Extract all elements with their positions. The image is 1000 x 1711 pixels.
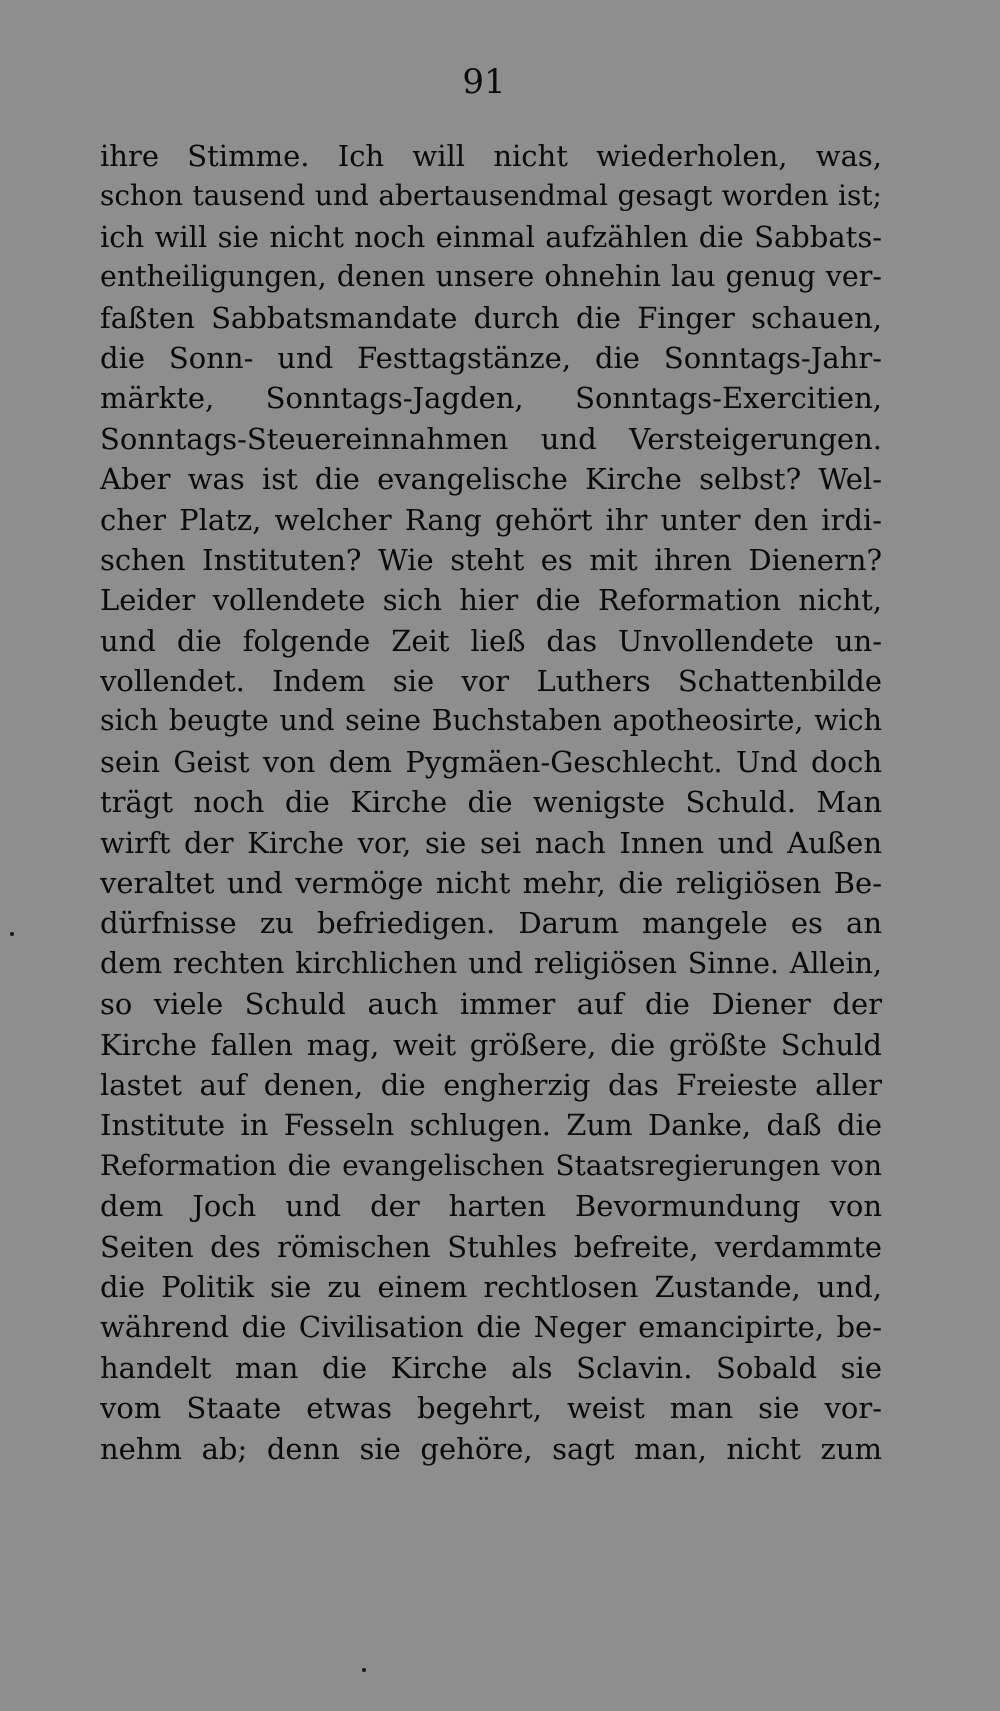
text-line: ich will sie nicht noch einmal aufzählen die Sabbats- <box>100 219 882 254</box>
text-line: vom Staate etwas begehrt, weist man sie vor- <box>100 1391 882 1426</box>
text-line: schon tausend und abertausendmal gesagt worden ist; <box>100 179 882 213</box>
text-line: dem Joch und der harten Bevormundung von <box>100 1189 882 1224</box>
text-line: märkte, Sonntags-Jagden, Sonntags-Exercitien, <box>100 381 882 416</box>
scan-speck <box>362 1668 366 1672</box>
text-line: und die folgende Zeit ließ das Unvollendete un- <box>100 623 882 658</box>
text-line: cher Platz, welcher Rang gehört ihr unter den irdi- <box>100 502 882 537</box>
text-line: Aber was ist die evangelische Kirche selbst? Wel- <box>100 462 882 497</box>
text-line: sich beugte und seine Buchstaben apotheosirte, wich <box>100 704 882 738</box>
text-line: Institute in Fesseln schlugen. Zum Danke, daß die <box>100 1108 882 1143</box>
text-line: so viele Schuld auch immer auf die Diener der <box>100 987 882 1022</box>
text-line: schen Instituten? Wie steht es mit ihren Dienern? <box>100 542 882 577</box>
text-line: handelt man die Kirche als Sclavin. Sobald sie <box>100 1350 882 1385</box>
text-line: entheiligungen, denen unsere ohnehin lau genug ver- <box>100 260 882 294</box>
text-line: Reformation die evangelischen Staatsregierungen von <box>100 1148 882 1182</box>
text-line: trägt noch die Kirche die wenigste Schuld. Man <box>100 785 882 820</box>
scan-speck <box>10 932 14 936</box>
text-line: faßten Sabbatsmandate durch die Finger schauen, <box>100 300 882 335</box>
text-line: Sonntags-Steuereinnahmen und Versteigerungen. <box>100 421 882 456</box>
text-line: die Politik sie zu einem rechtlosen Zustande, und, <box>100 1269 882 1304</box>
text-line: die Sonn- und Festtagstänze, die Sonntags-Jahr- <box>100 340 882 375</box>
text-line: während die Civilisation die Neger emancipirte, be- <box>100 1310 882 1345</box>
text-line: sein Geist von dem Pygmäen-Geschlecht. Und doch <box>100 744 882 779</box>
text-line: ihre Stimme. Ich will nicht wiederholen, was, <box>100 139 882 173</box>
text-line: Leider vollendete sich hier die Reformation nicht, <box>100 583 882 618</box>
page-number: 91 <box>462 62 506 102</box>
text-line: dem rechten kirchlichen und religiösen Sinne. Allein, <box>100 946 882 980</box>
text-line: Kirche fallen mag, weit größere, die größte Schuld <box>100 1027 882 1062</box>
text-line: dürfnisse zu befriedigen. Darum mangele es an <box>100 906 882 941</box>
text-line: Seiten des römischen Stuhles befreite, verdammte <box>100 1229 882 1264</box>
text-line: lastet auf denen, die engherzig das Freieste aller <box>100 1067 882 1102</box>
text-line: wirft der Kirche vor, sie sei nach Innen und Außen <box>100 825 882 860</box>
body-text <box>100 136 882 1469</box>
text-line: nehm ab; denn sie gehöre, sagt man, nicht zum <box>100 1431 882 1466</box>
text-line: vollendet. Indem sie vor Luthers Schattenbilde <box>100 664 882 699</box>
text-line: veraltet und vermöge nicht mehr, die religiösen Be- <box>100 866 882 901</box>
